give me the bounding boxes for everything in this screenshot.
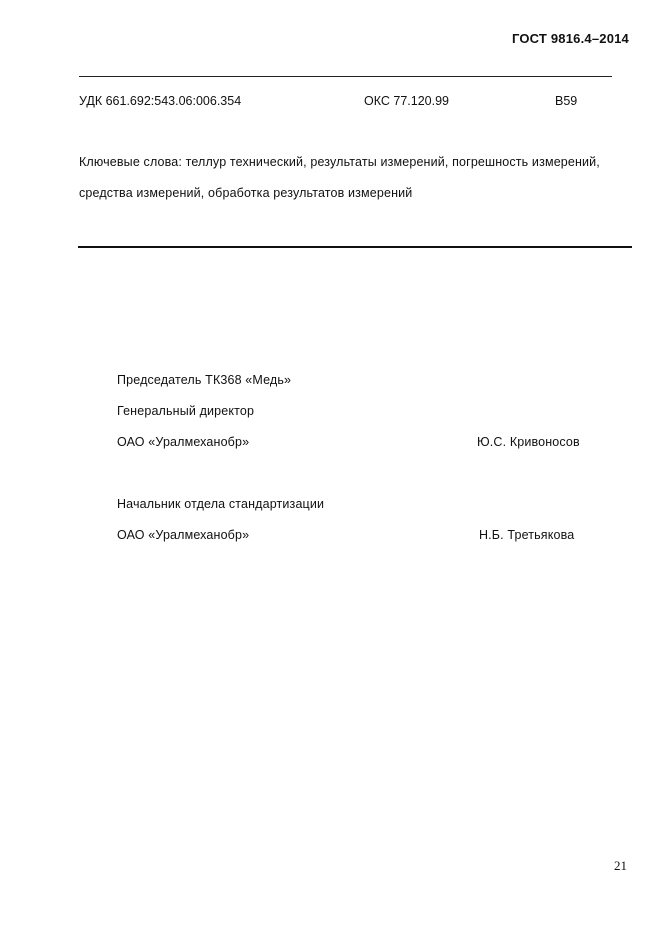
signatory-2-name: Н.Б. Третьякова [479, 528, 575, 542]
standard-code: ГОСТ 9816.4–2014 [511, 31, 629, 46]
bottom-rule [78, 246, 632, 248]
signatory-1-title: Генеральный директор [117, 404, 255, 418]
oks-code: ОКС 77.120.99 [364, 94, 449, 108]
signatory-1-position: Председатель ТК368 «Медь» [117, 373, 292, 387]
keywords-line-2: средства измерений, обработка результатов измерений [79, 186, 413, 200]
udk-code: УДК 661.692:543.06:006.354 [79, 94, 242, 108]
keywords-line-1: Ключевые слова: теллур технический, результаты измерений, погрешность измерений, [79, 155, 600, 169]
signatory-1-name: Ю.С. Кривоносов [477, 435, 580, 449]
top-rule [79, 76, 612, 77]
page-number: 21 [614, 858, 627, 873]
signatory-2-position: Начальник отдела стандартизации [117, 497, 325, 511]
signatory-2-organization: ОАО «Уралмеханобр» [117, 528, 250, 542]
signatory-1-organization: ОАО «Уралмеханобр» [117, 435, 250, 449]
group-code: В59 [555, 94, 578, 108]
